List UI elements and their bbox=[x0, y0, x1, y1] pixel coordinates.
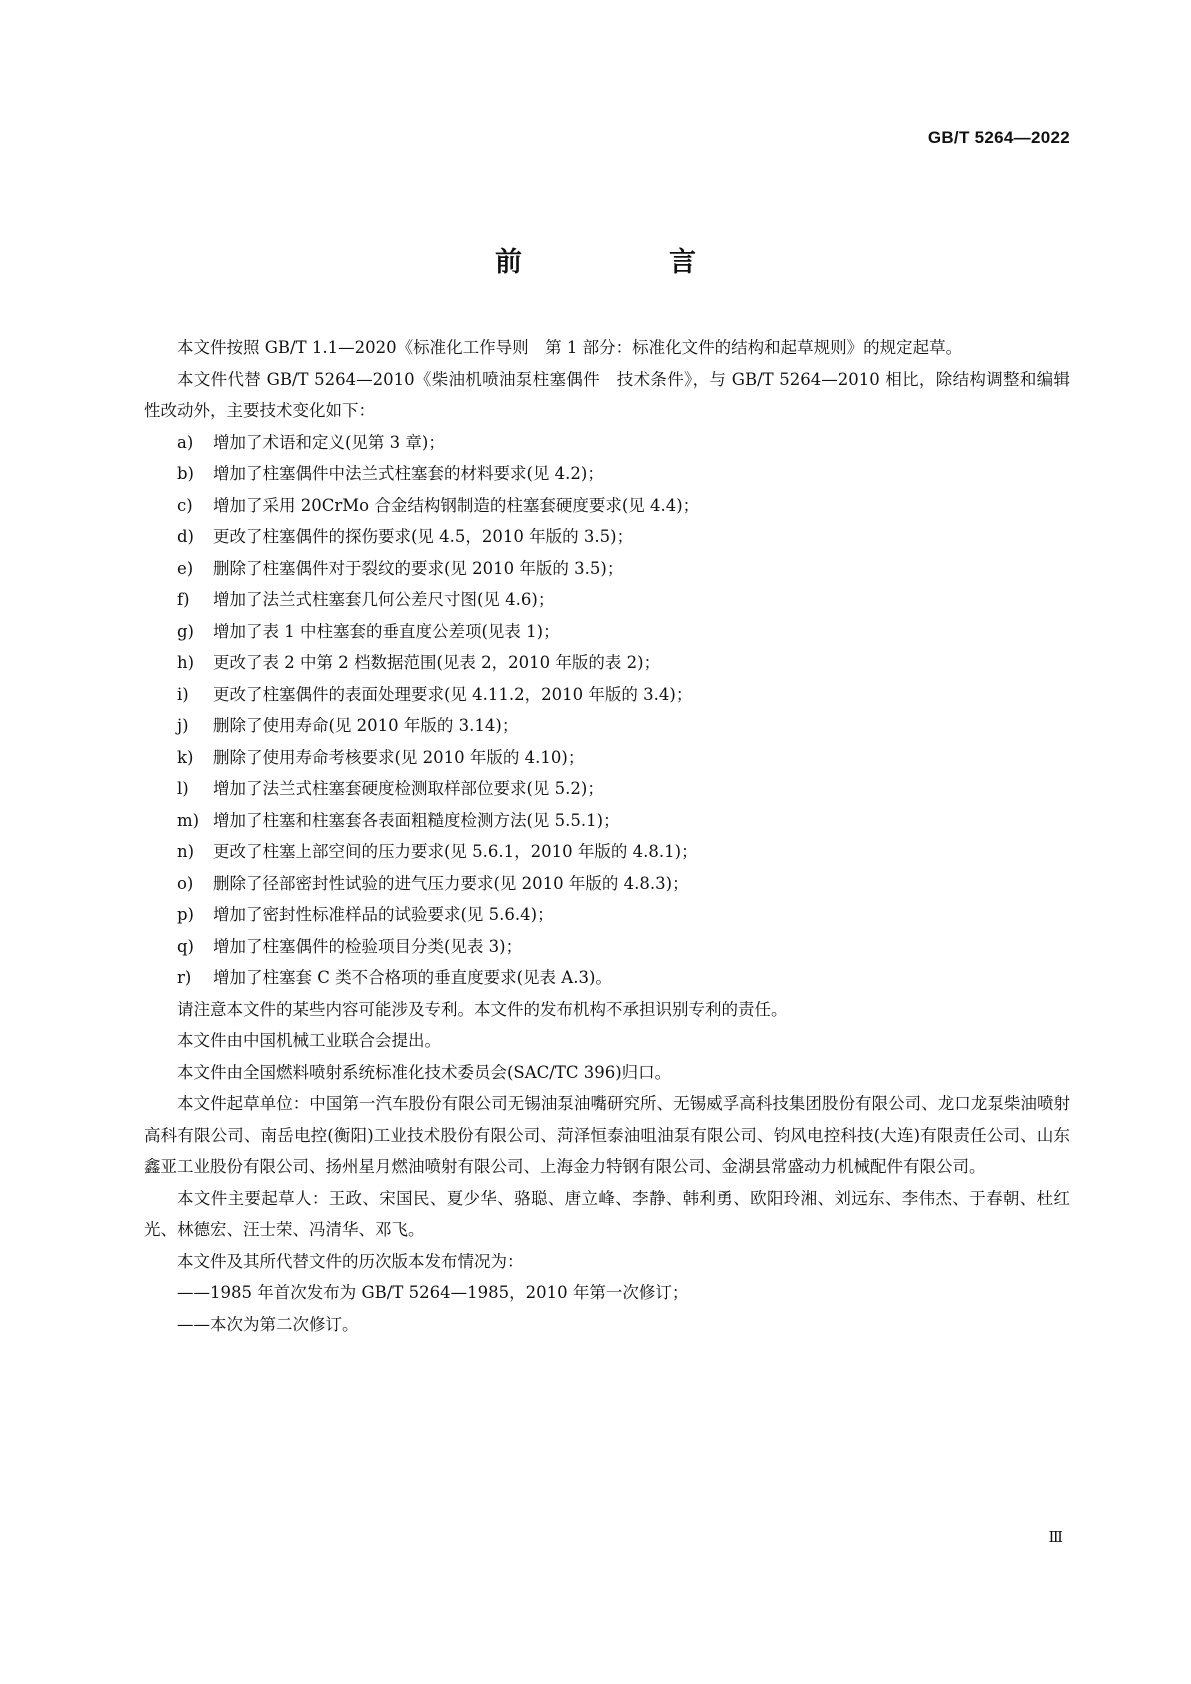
list-item-text: 增加了密封性标准样品的试验要求(见 5.6.4)； bbox=[213, 905, 554, 924]
list-item-text: 增加了柱塞和柱塞套各表面粗糙度检测方法(见 5.5.1)； bbox=[213, 810, 620, 830]
list-item bbox=[144, 931, 1070, 963]
list-item bbox=[144, 584, 1070, 616]
list-marker: b) bbox=[177, 464, 194, 483]
list-item bbox=[144, 836, 1070, 868]
list-item bbox=[144, 647, 1070, 679]
list-item-text: 增加了术语和定义(见第 3 章)； bbox=[213, 432, 445, 452]
list-marker: r) bbox=[177, 968, 192, 987]
list-marker: k) bbox=[177, 747, 194, 767]
list-item bbox=[144, 962, 1070, 994]
drafting-units: 本文件起草单位：中国第一汽车股份有限公司无锡油泵油嘴研究所、无锡威孚高科技集团股份有限公司、龙口龙泵柴油喷射高科有限公司、南岳电控(衡阳)工业技术股份有限公司、菏泽恒泰油咀油泵有限公司、钧风电控科技(大连)有限责任公司、山东鑫亚工业股份有限公司、扬州星月燃油喷射有限公司、上海金力特钢有限公司、金湖县常盛动力机械配件有限公司。 bbox=[144, 1094, 1070, 1176]
list-item-text: 增加了柱塞偶件中法兰式柱塞套的材料要求(见 4.2)； bbox=[213, 464, 604, 483]
list-item-text: 增加了法兰式柱塞套硬度检测取样部位要求(见 5.2)； bbox=[213, 779, 604, 798]
list-item-text: 删除了径部密封性试验的进气压力要求(见 2010 年版的 4.8.3)； bbox=[213, 873, 689, 893]
list-item bbox=[144, 521, 1070, 553]
list-item bbox=[144, 742, 1070, 774]
list-item bbox=[144, 805, 1070, 837]
list-item-text: 增加了表 1 中柱塞套的垂直度公差项(见表 1)； bbox=[213, 621, 560, 641]
list-item bbox=[144, 868, 1070, 900]
list-item-text: 更改了柱塞偶件的探伤要求(见 4.5，2010 年版的 3.5)； bbox=[213, 527, 634, 546]
intro-paragraph: 本文件代替 GB/T 5264—2010《柴油机喷油泵柱塞偶件 技术条件》，与 GB/T 5264—2010 相比，除结构调整和编辑性改动外，主要技术变化如下： bbox=[144, 369, 1070, 420]
list-marker: o) bbox=[177, 873, 194, 893]
list-item-text: 更改了表 2 中第 2 档数据范围(见表 2，2010 年版的表 2)； bbox=[213, 653, 661, 672]
list-marker: j) bbox=[177, 716, 189, 735]
list-item bbox=[144, 616, 1070, 648]
list-marker: l) bbox=[177, 779, 189, 798]
list-marker: m) bbox=[177, 810, 200, 830]
history-item: ——本次为第二次修订。 bbox=[177, 1314, 359, 1334]
list-marker: f) bbox=[177, 590, 190, 609]
list-item-text: 增加了柱塞偶件的检验项目分类(见表 3)； bbox=[213, 936, 523, 956]
list-item bbox=[144, 679, 1070, 711]
list-marker: g) bbox=[177, 621, 194, 641]
list-item bbox=[144, 553, 1070, 585]
drafters: 本文件主要起草人：王政、宋国民、夏少华、骆聪、唐立峰、李静、韩利勇、欧阳玲湘、刘远东、李伟杰、于春朝、杜红光、林德宏、汪士荣、冯清华、邓飞。 bbox=[144, 1188, 1070, 1239]
list-item bbox=[144, 458, 1070, 490]
page-number: Ⅲ bbox=[1048, 1528, 1063, 1546]
list-marker: n) bbox=[177, 842, 195, 861]
list-item bbox=[144, 773, 1070, 805]
list-item-text: 增加了柱塞套 C 类不合格项的垂直度要求(见表 A.3)。 bbox=[213, 968, 612, 987]
list-marker: i) bbox=[177, 684, 189, 704]
page-title: 前 言 bbox=[495, 247, 756, 278]
changes-list bbox=[144, 427, 1070, 994]
list-marker: h) bbox=[177, 653, 195, 672]
committee-statement: 本文件由全国燃料喷射系统标准化技术委员会(SAC/TC 396)归口。 bbox=[177, 1062, 672, 1082]
list-item-text: 增加了法兰式柱塞套几何公差尺寸图(见 4.6)； bbox=[213, 590, 555, 609]
list-marker: q) bbox=[177, 936, 194, 956]
list-item-text: 删除了使用寿命(见 2010 年版的 3.14)； bbox=[213, 716, 519, 735]
list-marker: e) bbox=[177, 558, 194, 578]
list-item bbox=[144, 710, 1070, 742]
list-marker: p) bbox=[177, 905, 194, 924]
history-item: ——1985 年首次发布为 GB/T 5264—1985，2010 年第一次修订； bbox=[177, 1283, 689, 1302]
list-marker: a) bbox=[177, 432, 194, 452]
list-item-text: 删除了使用寿命考核要求(见 2010 年版的 4.10)； bbox=[213, 747, 585, 767]
intro-paragraph: 本文件按照 GB/T 1.1—2020《标准化工作导则 第 1 部分：标准化文件的结构和起草规则》的规定起草。 bbox=[177, 338, 963, 357]
list-item-text: 增加了采用 20CrMo 合金结构钢制造的柱塞套硬度要求(见 4.4)； bbox=[213, 495, 700, 515]
list-marker: d) bbox=[177, 527, 194, 546]
history-intro: 本文件及其所代替文件的历次版本发布情况为： bbox=[177, 1251, 524, 1271]
proposer-statement: 本文件由中国机械工业联合会提出。 bbox=[177, 1031, 441, 1050]
document-code: GB/T 5264—2022 bbox=[927, 128, 1070, 147]
list-item-text: 更改了柱塞偶件的表面处理要求(见 4.11.2，2010 年版的 3.4)； bbox=[213, 684, 693, 704]
list-item-text: 更改了柱塞上部空间的压力要求(见 5.6.1，2010 年版的 4.8.1)； bbox=[213, 842, 698, 861]
list-marker: c) bbox=[177, 495, 193, 515]
patent-notice: 请注意本文件的某些内容可能涉及专利。本文件的发布机构不承担识别专利的责任。 bbox=[177, 999, 788, 1019]
list-item bbox=[144, 427, 1070, 459]
list-item bbox=[144, 899, 1070, 931]
document-body bbox=[144, 332, 1070, 1340]
list-item bbox=[144, 490, 1070, 522]
list-item-text: 删除了柱塞偶件对于裂纹的要求(见 2010 年版的 3.5)； bbox=[213, 558, 624, 578]
